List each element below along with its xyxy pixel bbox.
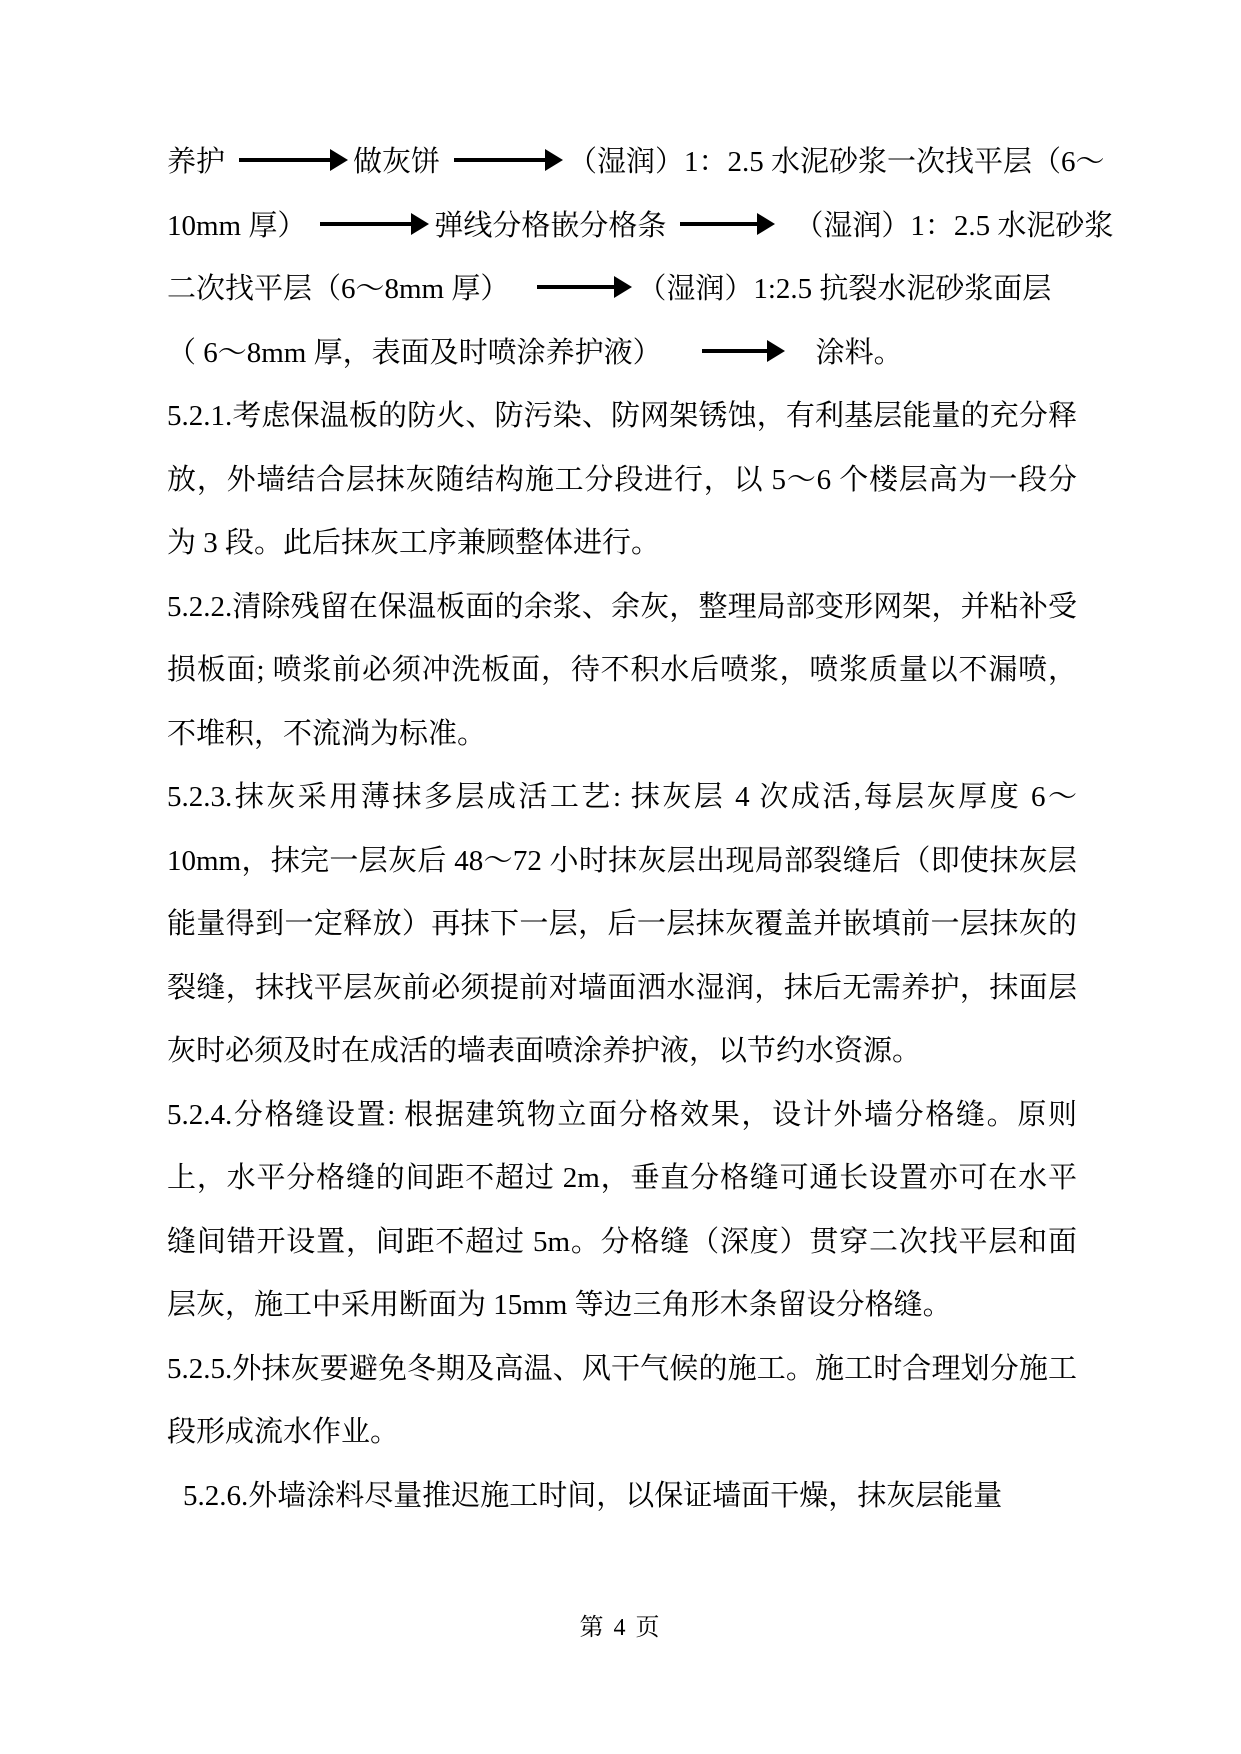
flow-step-snap-lines: 弹线分格嵌分格条	[434, 209, 667, 242]
flow-step-curing: 养护	[167, 146, 226, 178]
flow-step-second-leveling: 二次找平层（6～8mm 厚）	[167, 273, 510, 305]
paragraph-5-2-3: 5.2.3.抹灰采用薄抹多层成活工艺: 抹灰层 4 次成活,每层灰厚度 6～10mm，抹完一层灰后 48～72 小时抹灰层出现局部裂缝后（即使抹灰层能量得到一定释放）再抹下一层，后一层抹灰覆盖并嵌填前一层抹灰的裂缝，抹找平层灰前必须提前对墙面洒水湿润，抹后无需养护，抹面层灰时必须及时在成活的墙表面喷涂养护液，以节约水资源。	[167, 781, 1077, 1067]
flow-line-3	[167, 258, 1077, 322]
right-arrow-icon	[320, 222, 412, 226]
flow-step-crack-resist-layer: （湿润）1:2.5 抗裂水泥砂浆面层	[637, 273, 1052, 305]
flow-line-2	[167, 195, 1114, 259]
right-arrow-icon	[702, 349, 768, 353]
document-body	[167, 131, 1114, 1528]
flow-step-first-leveling-cont: 10mm 厚）	[167, 209, 307, 242]
flow-step-coating: 涂料。	[815, 336, 903, 369]
paragraph-5-2-2: 5.2.2.清除残留在保温板面的余浆、余灰，整理局部变形网架，并粘补受损板面; 喷浆前必须冲洗板面，待不积水后喷浆，喷浆质量以不漏喷，不堆积，不流淌为标准。	[167, 590, 1077, 750]
right-arrow-icon	[239, 158, 331, 162]
paragraph-5-2-4: 5.2.4.分格缝设置: 根据建筑物立面分格效果，设计外墙分格缝。原则上，水平分格缝的间距不超过 2m，垂直分格缝可通长设置亦可在水平缝间错开设置，间距不超过 5m。分格缝（深度）贯穿二次找平层和面层灰，施工中采用断面为 15mm 等边三角形木条留设分格缝。	[167, 1098, 1077, 1321]
flow-line-1	[167, 131, 1105, 195]
flow-line-4	[167, 322, 1077, 386]
flow-step-surface-spray: （ 6～8mm 厚，表面及时喷涂养护液）	[167, 336, 662, 369]
paragraph-5-2-1: 5.2.1.考虑保温板的防火、防污染、防网架锈蚀，有利基层能量的充分释放，外墙结合层抹灰随结构施工分段进行，以 5～6 个楼层高为一段分为 3 段。此后抹灰工序兼顾整体进行。	[167, 400, 1077, 559]
right-arrow-icon	[537, 285, 615, 289]
paragraph-5-2-5: 5.2.5.外抹灰要避免冬期及高温、风干气候的施工。施工时合理划分施工段形成流水作业。	[167, 1352, 1077, 1448]
paragraph-5-2-6: 5.2.6.外墙涂料尽量推迟施工时间，以保证墙面干燥，抹灰层能量	[183, 1479, 1003, 1512]
flow-step-first-leveling: （湿润）1：2.5 水泥砂浆一次找平层（6～	[568, 146, 1105, 178]
page-number-footer: 第 4 页	[579, 1615, 662, 1641]
right-arrow-icon	[454, 158, 546, 162]
flow-step-mortar-pads: 做灰饼	[353, 146, 441, 178]
right-arrow-icon	[680, 222, 758, 226]
flow-step-second-mortar: （湿润）1：2.5 水泥砂浆	[794, 209, 1114, 242]
